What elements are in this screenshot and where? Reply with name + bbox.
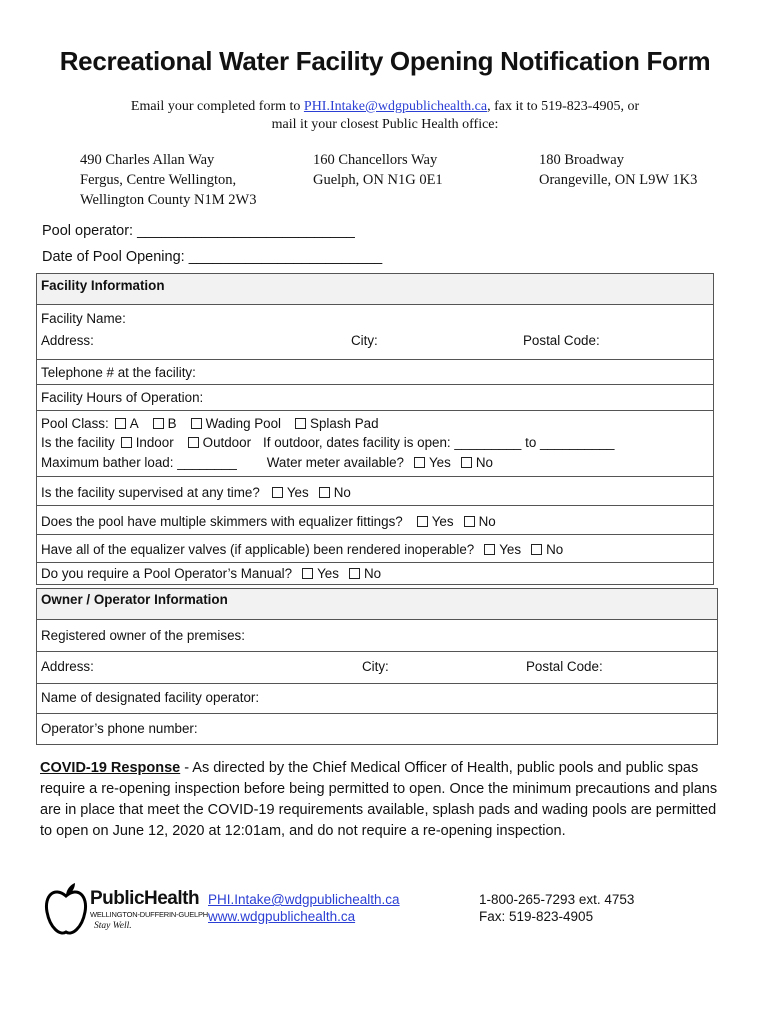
max-bather-load-field[interactable]: Maximum bather load: ________ [41, 455, 237, 470]
section-heading: Owner / Operator Information [41, 592, 228, 607]
owner-info-section [36, 588, 718, 745]
footer-contact [479, 891, 634, 925]
office-line: 180 Broadway [539, 152, 624, 168]
owner-postal-code-label: Postal Code: [526, 659, 603, 674]
splash-pad-label: Splash Pad [310, 416, 379, 431]
no-label: No [478, 514, 496, 529]
section-heading: Facility Information [41, 278, 165, 293]
equalizer-no-checkbox[interactable] [531, 544, 542, 555]
class-b-label: B [167, 416, 177, 431]
telephone-label: Telephone # at the facility: [41, 365, 196, 380]
pool-operator-field[interactable]: Pool operator: ___________________________ [42, 223, 355, 239]
no-label: No [363, 566, 382, 581]
supervised-no-checkbox[interactable] [319, 487, 330, 498]
owner-address-row[interactable] [37, 652, 717, 684]
office-line: 490 Charles Allan Way [80, 152, 215, 168]
footer-email-link[interactable]: PHI.Intake@wdgpublichealth.ca [208, 892, 400, 907]
no-label: No [333, 485, 351, 500]
manual-label: Do you require a Pool Operator’s Manual? [41, 566, 293, 581]
pool-class-line [41, 416, 379, 431]
yes-label: Yes [428, 455, 451, 470]
footer-links [208, 891, 400, 925]
date-of-opening-field[interactable]: Date of Pool Opening: ________________________ [42, 249, 383, 265]
manual-yes-checkbox[interactable] [302, 568, 313, 579]
skimmers-label: Does the pool have multiple skimmers with equalizer fittings? [41, 514, 403, 529]
equalizer-label: Have all of the equalizer valves (if applicable) been rendered inoperable? [41, 542, 475, 557]
address-label: Address: [41, 333, 94, 348]
city-label: City: [351, 333, 378, 348]
office-line: Orangeville, ON L9W 1K3 [539, 172, 698, 188]
office-line: Guelph, ON N1G 0E1 [313, 172, 443, 188]
class-a-label: A [129, 416, 139, 431]
class-a-checkbox[interactable] [115, 418, 126, 429]
wading-pool-label: Wading Pool [205, 416, 282, 431]
office-guelph [313, 150, 443, 190]
is-facility-label: Is the facility [41, 435, 115, 450]
equalizer-yes-checkbox[interactable] [484, 544, 495, 555]
equalizer-row [37, 535, 713, 563]
facility-info-header [37, 274, 713, 305]
form-title: Recreational Water Facility Opening Notification Form [59, 46, 711, 76]
designated-operator-label: Name of designated facility operator: [41, 690, 260, 705]
intro-pre: Email your completed form to [130, 99, 304, 114]
water-meter-yes-checkbox[interactable] [414, 457, 425, 468]
logo-region: WELLINGTON-DUFFERIN-GUELPH [90, 910, 209, 919]
yes-label: Yes [286, 485, 309, 500]
class-b-checkbox[interactable] [153, 418, 164, 429]
pool-class-label: Pool Class: [41, 416, 109, 431]
indoor-checkbox[interactable] [121, 437, 132, 448]
wading-pool-checkbox[interactable] [191, 418, 202, 429]
manual-no-checkbox[interactable] [349, 568, 360, 579]
supervised-label: Is the facility supervised at any time? [41, 485, 260, 500]
supervised-yes-checkbox[interactable] [272, 487, 283, 498]
office-line: 160 Chancellors Way [313, 152, 438, 168]
footer-phone: 1-800-265-7293 ext. 4753 [479, 892, 635, 907]
public-health-logo [44, 880, 209, 940]
postal-code-label: Postal Code: [523, 333, 600, 348]
intro-email-link[interactable]: PHI.Intake@wdgpublichealth.ca [303, 99, 488, 114]
skimmers-yes-checkbox[interactable] [417, 516, 428, 527]
intro-text [0, 98, 770, 134]
registered-owner-row[interactable] [37, 620, 717, 652]
outdoor-dates-field[interactable]: If outdoor, dates facility is open: _________ to __________ [263, 435, 615, 450]
covid-notice [40, 758, 730, 842]
yes-label: Yes [317, 566, 339, 581]
hours-label: Facility Hours of Operation: [41, 390, 204, 405]
operator-phone-row[interactable] [37, 714, 717, 745]
yes-label: Yes [499, 542, 522, 557]
office-fergus [80, 150, 256, 210]
no-label: No [546, 542, 564, 557]
yes-label: Yes [431, 514, 454, 529]
skimmers-no-checkbox[interactable] [464, 516, 475, 527]
footer-fax: Fax: 519-823-4905 [479, 909, 594, 924]
telephone-row[interactable] [37, 360, 713, 385]
office-orangeville [539, 150, 697, 190]
designated-operator-row[interactable] [37, 684, 717, 714]
logo-name: PublicHealth [90, 888, 200, 909]
footer-web-link[interactable]: www.wdgpublichealth.ca [208, 909, 356, 924]
covid-heading: COVID-19 Response [40, 760, 181, 776]
outdoor-checkbox[interactable] [188, 437, 199, 448]
intro-post: , fax it to 519-823-4905, or [487, 99, 640, 114]
office-line: Fergus, Centre Wellington, [80, 172, 237, 188]
apple-icon [44, 882, 88, 938]
manual-row [37, 563, 713, 585]
splash-pad-checkbox[interactable] [295, 418, 306, 429]
water-meter-label: Water meter available? [266, 455, 404, 470]
water-meter-no-checkbox[interactable] [461, 457, 472, 468]
outdoor-label: Outdoor [202, 435, 252, 450]
owner-city-label: City: [362, 659, 389, 674]
hours-row[interactable] [37, 385, 713, 411]
owner-address-label: Address: [41, 659, 94, 674]
facility-info-section [36, 273, 714, 585]
intro-line2: mail it your closest Public Health office: [271, 117, 499, 132]
bather-load-line [41, 455, 493, 470]
supervised-row [37, 477, 713, 506]
facility-name-address-row[interactable] [37, 305, 713, 360]
skimmers-row [37, 506, 713, 535]
operator-phone-label: Operator’s phone number: [41, 721, 198, 736]
office-line: Wellington County N1M 2W3 [80, 192, 257, 208]
pool-class-row [37, 411, 713, 477]
covid-body: - As directed by the Chief Medical Officer of Health, public pools and public spas require a re-opening inspection before being permitted to open. Once the minimum precautions and plans are in place that meet the COVID-19 requirements available, splash pads and wading pools are permitted to open on June 12, 2020 at 12:01am, and do not require a re-opening inspection. [40, 760, 718, 839]
registered-owner-label: Registered owner of the premises: [41, 628, 245, 643]
facility-name-label: Facility Name: [41, 311, 126, 326]
indoor-outdoor-line [41, 435, 614, 450]
logo-tagline: Stay Well. [94, 921, 132, 931]
owner-info-header [37, 589, 717, 620]
indoor-label: Indoor [135, 435, 174, 450]
no-label: No [475, 455, 493, 470]
